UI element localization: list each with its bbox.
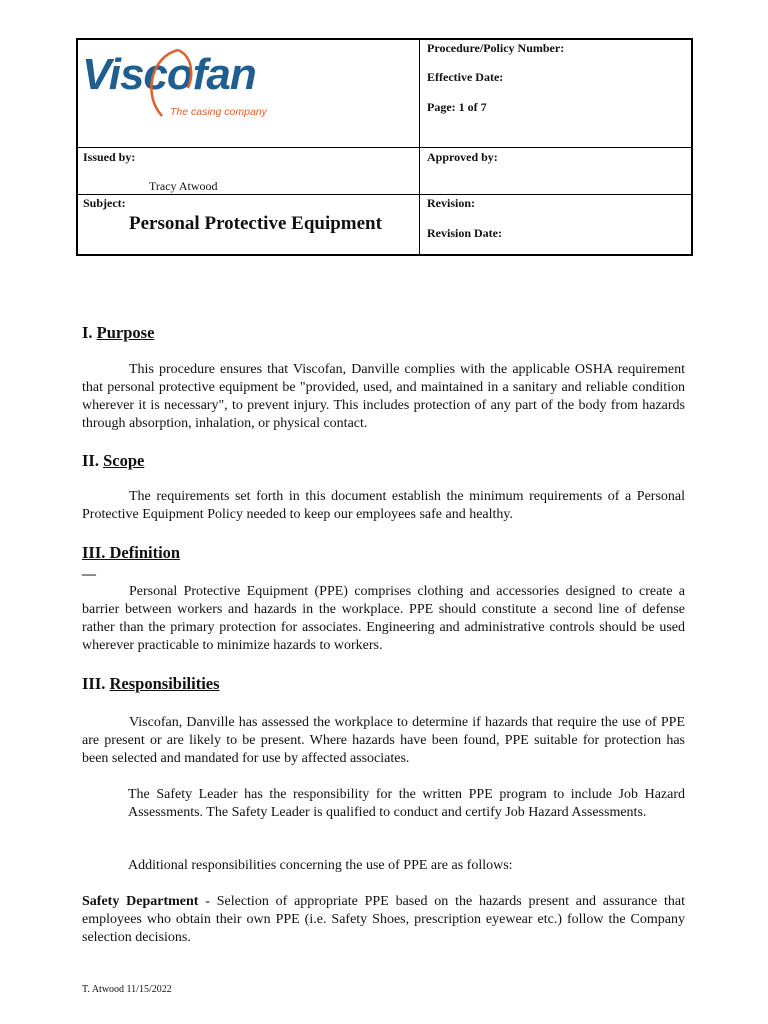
responsibilities-number: III. xyxy=(82,674,106,693)
issued-by-label: Issued by: xyxy=(83,150,136,164)
effective-date-label: Effective Date: xyxy=(427,70,504,84)
issued-by-name: Tracy Atwood xyxy=(149,179,218,193)
purpose-paragraph: This procedure ensures that Viscofan, Danville complies with the applicable OSHA requirement that personal protective equipment be "provided, used, and maintained in a sanitary and reliable condition wherever it is necessary", to prevent injury. This includes protection of any part of the body from hazards through absorption, inhalation, or physical contact. xyxy=(82,362,685,431)
definition-paragraph: Personal Protective Equipment (PPE) comprises clothing and accessories designed to create a barrier between workers and hazards in the workplace. PPE should constitute a second line of defense rather than the primary protection for associates. Engineering and administrative controls should be used wherever practicable to minimize hazards to workers. xyxy=(82,584,685,653)
approved-by-label: Approved by: xyxy=(427,150,498,164)
purpose-heading xyxy=(82,323,154,343)
scope-heading xyxy=(82,451,144,471)
viscofan-logo xyxy=(82,44,272,124)
safety-department-label: Safety Department xyxy=(82,894,199,909)
procedure-number-label: Procedure/Policy Number: xyxy=(427,41,565,55)
responsibilities-heading xyxy=(82,674,220,694)
logo-tagline: The casing company xyxy=(170,106,267,118)
purpose-number: I. xyxy=(82,323,93,342)
definition-heading xyxy=(82,543,180,563)
scope-paragraph: The requirements set forth in this document establish the minimum requirements of a Personal Protective Equipment Policy needed to keep our employees safe and healthy. xyxy=(82,489,685,522)
purpose-title: Purpose xyxy=(96,323,155,342)
page-count-label: Page: 1 of 7 xyxy=(427,100,487,114)
document-header-table xyxy=(76,38,693,256)
responsibilities-title: Responsibilities xyxy=(109,674,220,693)
responsibilities-paragraph-1: Viscofan, Danville has assessed the workplace to determine if hazards that require the use of PPE are present or are likely to be present. Where hazards have been found, PPE suitable for protection has been selected and mandated for use by affected associates. xyxy=(82,715,685,766)
responsibilities-paragraph-2: The Safety Leader has the responsibility for the written PPE program to include Job Hazard Assessments. The Safety Leader is qualified to conduct and certify Job Hazard Assessments. xyxy=(128,787,685,820)
header-divider-row1 xyxy=(78,147,691,148)
page-footer: T. Atwood 11/15/2022 xyxy=(82,984,172,995)
scope-title: Scope xyxy=(103,451,145,470)
subject-label: Subject: xyxy=(83,196,126,210)
safety-department-paragraph xyxy=(82,893,685,947)
safety-department-text: - Selection of appropriate PPE based on the hazards present and assurance that employees who obtain their own PPE (i.e. Safety Shoes, prescription eyewear etc.) follow the Company selection decisions. xyxy=(82,894,685,945)
header-divider-row2 xyxy=(78,194,691,195)
revision-label: Revision: xyxy=(427,196,475,210)
subject-title: Personal Protective Equipment xyxy=(129,213,382,234)
revision-date-label: Revision Date: xyxy=(427,226,502,240)
scope-number: II. xyxy=(82,451,99,470)
responsibilities-paragraph-3: Additional responsibilities concerning the use of PPE are as follows: xyxy=(128,858,513,873)
definition-title: III. Definition xyxy=(82,543,181,562)
logo-wordmark: Viscofan xyxy=(82,50,256,99)
definition-dash: — xyxy=(82,567,96,582)
